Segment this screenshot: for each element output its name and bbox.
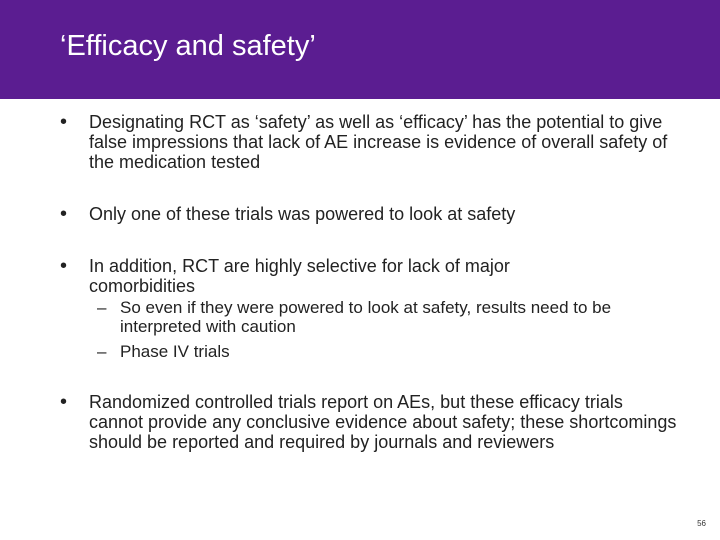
bullet-marker: • [60, 255, 68, 277]
bullet-marker: • [60, 111, 68, 133]
bullet-text-1: Designating RCT as ‘safety’ as well as ‘efficacy’ has the potential to give false impressions that lack of AE increase is evidence of overall safety of the medication tested [89, 112, 668, 172]
sub-marker: – [97, 298, 107, 317]
sub-text-1: So even if they were powered to look at safety, results need to be interpreted with caution [120, 298, 612, 336]
title-bar [0, 0, 720, 99]
bullet-text-2: Only one of these trials was powered to look at safety [89, 204, 516, 224]
bullet-text-3: In addition, RCT are highly selective for lack of major comorbidities [89, 256, 510, 296]
sub-marker: – [97, 342, 107, 361]
page-number: 56 [697, 519, 706, 528]
bullet-marker: • [60, 203, 68, 225]
bullet-text-4: Randomized controlled trials report on AEs, but these efficacy trials cannot provide any conclusive evidence about safety; these shortcomings should be reported and required by journals and reviewers [89, 392, 677, 452]
bullet-marker: • [60, 391, 68, 413]
slide-title: ‘Efficacy and safety’ [60, 30, 316, 62]
sub-text-2: Phase IV trials [120, 342, 230, 361]
